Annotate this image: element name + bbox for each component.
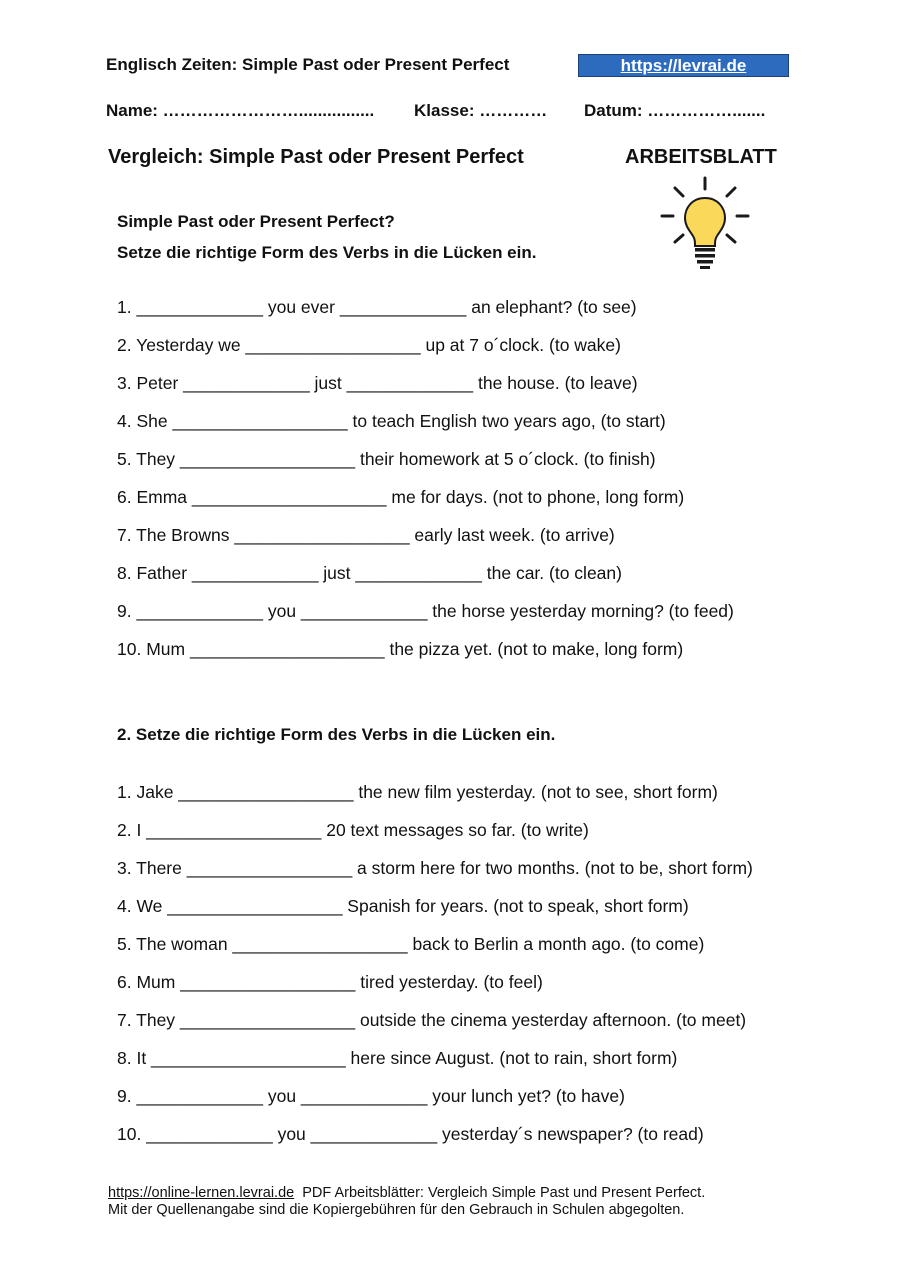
footer-link[interactable]: https://online-lernen.levrai.de xyxy=(108,1185,295,1201)
exercise1-item: 7. The Browns __________________ early last week. (to arrive) xyxy=(117,525,615,545)
worksheet-header-title: Englisch Zeiten: Simple Past oder Present Perfect xyxy=(106,55,510,74)
exercise1-item: 3. Peter _____________ just _____________ the house. (to leave) xyxy=(117,373,638,393)
header-link-button[interactable]: https://levrai.de xyxy=(578,54,789,77)
sheet-title: Vergleich: Simple Past oder Present Perfect xyxy=(108,146,524,168)
sheet-label: ARBEITSBLATT xyxy=(625,146,777,168)
exercise1-item: 6. Emma ____________________ me for days. (not to phone, long form) xyxy=(117,487,685,507)
exercise2-item: 10. _____________ you _____________ yesterday´s newspaper? (to read) xyxy=(117,1124,704,1144)
footer-description: PDF Arbeitsblätter: Vergleich Simple Past und Present Perfect. xyxy=(294,1185,706,1201)
exercise2-item: 4. We __________________ Spanish for years. (not to speak, short form) xyxy=(117,896,689,916)
exercise2-item: 5. The woman __________________ back to Berlin a month ago. (to come) xyxy=(117,934,705,954)
exercise2-item: 1. Jake __________________ the new film yesterday. (not to see, short form) xyxy=(117,782,718,802)
exercise1-item: 8. Father _____________ just _____________ the car. (to clean) xyxy=(117,563,622,583)
exercise2-item: 9. _____________ you _____________ your lunch yet? (to have) xyxy=(117,1086,625,1106)
section1-instruction-question: Simple Past oder Present Perfect? xyxy=(117,212,395,231)
exercise1-item: 4. She __________________ to teach English two years ago, (to start) xyxy=(117,411,666,431)
exercise2-item: 3. There _________________ a storm here for two months. (not to be, short form) xyxy=(117,858,753,878)
section2-title: 2. Setze die richtige Form des Verbs in die Lücken ein. xyxy=(117,725,556,744)
section1-instruction: Setze die richtige Form des Verbs in die Lücken ein. xyxy=(117,243,537,262)
exercise1-item: 1. _____________ you ever _____________ an elephant? (to see) xyxy=(117,297,637,317)
footer-copyright: Mit der Quellenangabe sind die Kopiergebühren für den Gebrauch in Schulen abgegolten. xyxy=(108,1202,685,1218)
exercise1-item: 5. They __________________ their homework at 5 o´clock. (to finish) xyxy=(117,449,656,469)
name-field-label: Name: ……………………................ xyxy=(106,101,375,120)
exercise1-item: 9. _____________ you _____________ the horse yesterday morning? (to feed) xyxy=(117,601,734,621)
exercise2-item: 8. It ____________________ here since August. (not to rain, short form) xyxy=(117,1048,678,1068)
exercise1-item: 10. Mum ____________________ the pizza yet. (not to make, long form) xyxy=(117,639,684,659)
exercise2-item: 6. Mum __________________ tired yesterday. (to feel) xyxy=(117,972,543,992)
exercise2-item: 7. They __________________ outside the cinema yesterday afternoon. (to meet) xyxy=(117,1010,747,1030)
class-field-label: Klasse: ………… xyxy=(414,101,548,120)
exercise1-item: 2. Yesterday we __________________ up at 7 o´clock. (to wake) xyxy=(117,335,621,355)
light-bulb-icon xyxy=(660,176,750,270)
exercise2-item: 2. I __________________ 20 text messages so far. (to write) xyxy=(117,820,589,840)
date-field-label: Datum: ……………....... xyxy=(584,101,766,120)
footer-line-1 xyxy=(108,1185,705,1201)
